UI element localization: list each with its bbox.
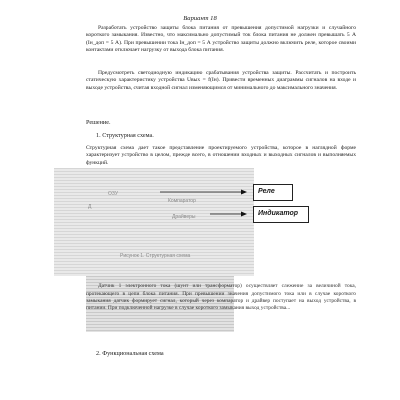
section-1-heading: 1. Структурная схема.	[96, 132, 154, 139]
solution-label: Решение.	[86, 119, 111, 126]
arrow-relay-head	[241, 190, 247, 195]
task-paragraph-2: Предусмотреть светодиодную индикацию срабатывания устройства защиты. Рассчитать и построить статическую характеристику устройства Uвых = f(Iн). Привести временных диаграммы сигналов на входе и выходе устройства, считая входной сигнал изменяющимся от минимального до максимального значения.	[86, 70, 356, 91]
diagram-label-d: Д	[88, 204, 92, 210]
diagram-caption: Рисунок 1. Структурная схема	[120, 253, 191, 259]
diagram-label-comparator: Компаратор	[168, 198, 196, 204]
indicator-box: Индикатор	[253, 206, 309, 223]
section-2-heading: 2. Функциональная схема	[96, 350, 164, 357]
arrow-indicator-head	[241, 212, 247, 217]
diagram-label-drivers: Драйверы	[172, 214, 196, 220]
section-1-intro: Структурная схема дает такое представление проектируемого устройства, которое в наглядной форме характеризует устройство в целом, прежде всего, в отношении входных и выходных сигналов и выполняемых функций.	[86, 145, 356, 166]
variant-title: Вариант 18	[183, 15, 217, 22]
diagram-label-ozu: ОЗУ	[108, 191, 119, 197]
overlay-paragraph: Датчик 1 электронного тока (шунт или трансформатор) осуществляет слежение за величиной тока, протекающего в цепи блока питания. При превышении значения допустимого тока или в случае короткого замыкания датчик формирует сигнал, который через компаратор и драйвер поступает на выход устройства, в питании. При подключенной нагрузке в случае короткого замыкания выход устройства...	[86, 283, 356, 312]
relay-box: Реле	[253, 184, 293, 201]
task-paragraph-1: Разработать устройство защиты блока питания от превышения допустимой нагрузки и случайного короткого замыкания. Известно, что максимально допустимый ток блока питания не должен превышать 5 А (Iн_доп = 5 А). При превышении тока Iн_доп = 5 А устройство защиты должно включить реле, которое своими контактами отключает нагрузку от выхода блока питания.	[86, 25, 356, 53]
